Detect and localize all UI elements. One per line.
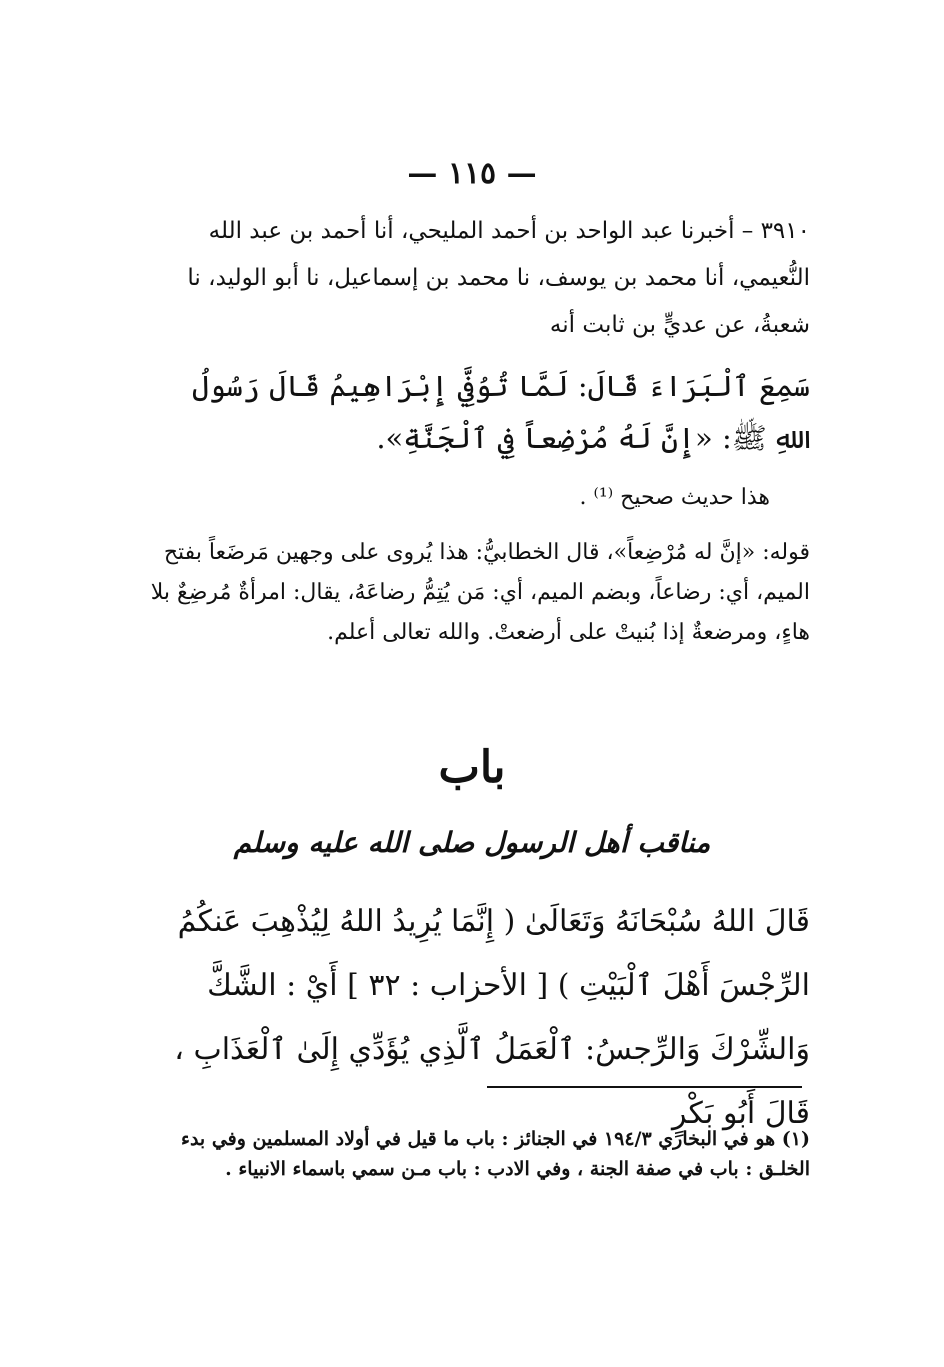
footnote-divider bbox=[487, 1086, 802, 1088]
commentary-paragraph: قوله: «إنَّ له مُرْضِعاً»، قال الخطابيُّ: هذا يُروى على وجهين مَرضَعاً بفتح الميم، أي: رضاعاً، وبضم الميم، أي: مَن يُتِمُّ رضاعَهُ، يقال: امرأةٌ مُرضِعٌ بلا هاءٍ، ومرضعةٌ إذا بُنيتْ على أرضعتْ. والله تعالى أعلم. bbox=[150, 540, 810, 645]
hadith-matn: سَمِعَ ٱلْبَرَاءَ قَالَ: لَمَّا تُوُفِّيَ إِبْرَاهِيمُ قَالَ رَسُولُ اللهِ ﷺ: «إِنَّ لَهُ مُرْضِعاً فِي ٱلْجَنَّةِ». bbox=[191, 369, 810, 455]
page-number: — ١١٥ — bbox=[407, 156, 537, 191]
hadith-isnad: ٣٩١٠ – أخبرنا عبد الواحد بن أحمد المليحي، أنا أحمد بن عبد الله النُّعيمي، أنا محمد بن يوسف، نا محمد بن إسماعيل، نا أبو الوليد، نا شعبةُ، عن عديٍّ بن ثابت أنه bbox=[187, 218, 810, 338]
section-title: باب bbox=[438, 742, 506, 793]
section-subtitle: مناقب أهل الرسول صلى الله عليه وسلم bbox=[233, 826, 711, 859]
footnote: (١) هو في البخاري ١٩٤/٣ في الجنائز : باب ما قيل في أولاد المسلمين وفي بدء الخلـق : باب في صفة الجنة ، وفي الادب : باب مـن سمي باسماء الانبياء . bbox=[181, 1128, 810, 1180]
hadith-grading: هذا حديث صحيح ⁽¹⁾ . bbox=[579, 485, 770, 510]
quran-verse-paragraph: قَالَ اللهُ سُبْحَانَهُ وَتَعَالَىٰ ( إِنَّمَا يُرِيدُ اللهُ لِيُذْهِبَ عَنكُمُ الرِّجْسَ أَهْلَ ٱلْبَيْتِ ) [ الأحزاب : ٣٢ ] أَيْ : الشَّكَّ وَالشِّرْكَ وَالرِّجسُ: ٱلْعَمَلُ ٱلَّذِي يُؤَدِّي إِلَىٰ ٱلْعَذَابِ ، قَالَ أَبُو بَكْرٍ bbox=[174, 904, 810, 1131]
